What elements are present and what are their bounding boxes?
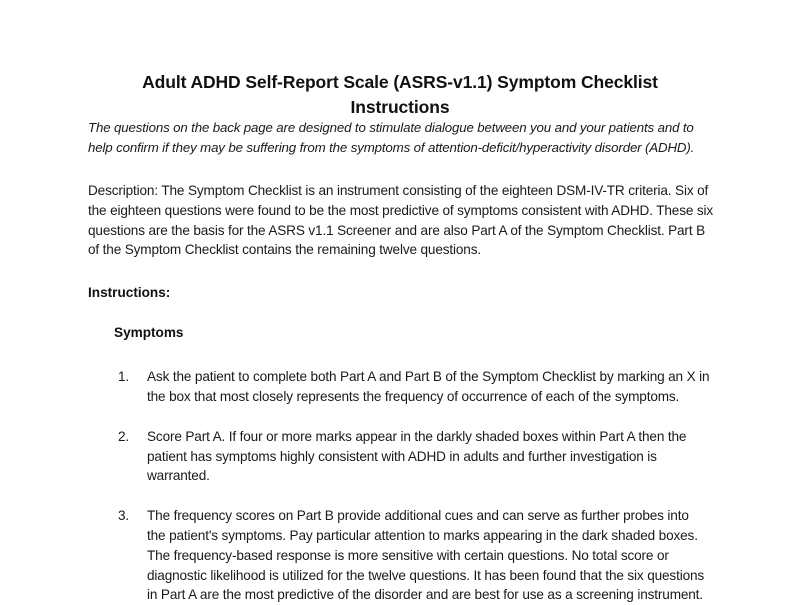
list-item-marker: 2. — [118, 428, 130, 444]
list-item-marker: 1. — [118, 369, 130, 385]
list-item-text: Score Part A. If four or more marks appear in the darkly shaded boxes within Part A then the patient has symptoms highly consistent with ADHD in adults and further investigation is warranted. — [147, 428, 687, 484]
symptoms-heading: Symptoms — [114, 325, 184, 341]
page-title-line-1: Adult ADHD Self-Report Scale (ASRS-v1.1) Symptom Checklist — [142, 71, 658, 92]
description-paragraph: Description: The Symptom Checklist is an instrument consisting of the eighteen DSM-IV-TR criteria. Six of the eighteen questions were found to be the most predictive of symptoms consistent with ADHD. These six questions are the basis for the ASRS v1.1 Screener and are also Part A of the Symptom Checklist. Part B of the Symptom Checklist contains the remaining twelve questions. — [88, 183, 714, 258]
page-title-line-2: Instructions — [350, 96, 450, 117]
page-title — [60, 70, 740, 120]
intro-paragraph: The questions on the back page are designed to stimulate dialogue between you and your patients and to help confirm if they may be suffering from the symptoms of attention-deficit/hyperactivity disorder (ADHD). — [88, 120, 695, 155]
list-item — [118, 427, 714, 486]
list-item-text: The frequency scores on Part B provide additional cues and can serve as further probes into the patient's symptoms. Pay particular attention to marks appearing in the dark shaded boxes. The frequency-based response is more sensitive with certain questions. No total score or diagnostic likelihood is utilized for the twelve questions. It has been found that the six questions in Part A are the most predictive of the disorder and are best for use as a screening instrument. — [147, 508, 705, 603]
document-body — [88, 118, 714, 605]
instructions-heading: Instructions: — [88, 285, 171, 301]
list-item — [118, 367, 714, 407]
list-item — [118, 506, 714, 605]
instruction-steps-list — [88, 342, 714, 605]
list-item-text: Ask the patient to complete both Part A and Part B of the Symptom Checklist by marking an X in the box that most closely represents the frequency of occurrence of each of the symptoms. — [147, 369, 710, 404]
list-item-marker: 3. — [118, 508, 130, 524]
